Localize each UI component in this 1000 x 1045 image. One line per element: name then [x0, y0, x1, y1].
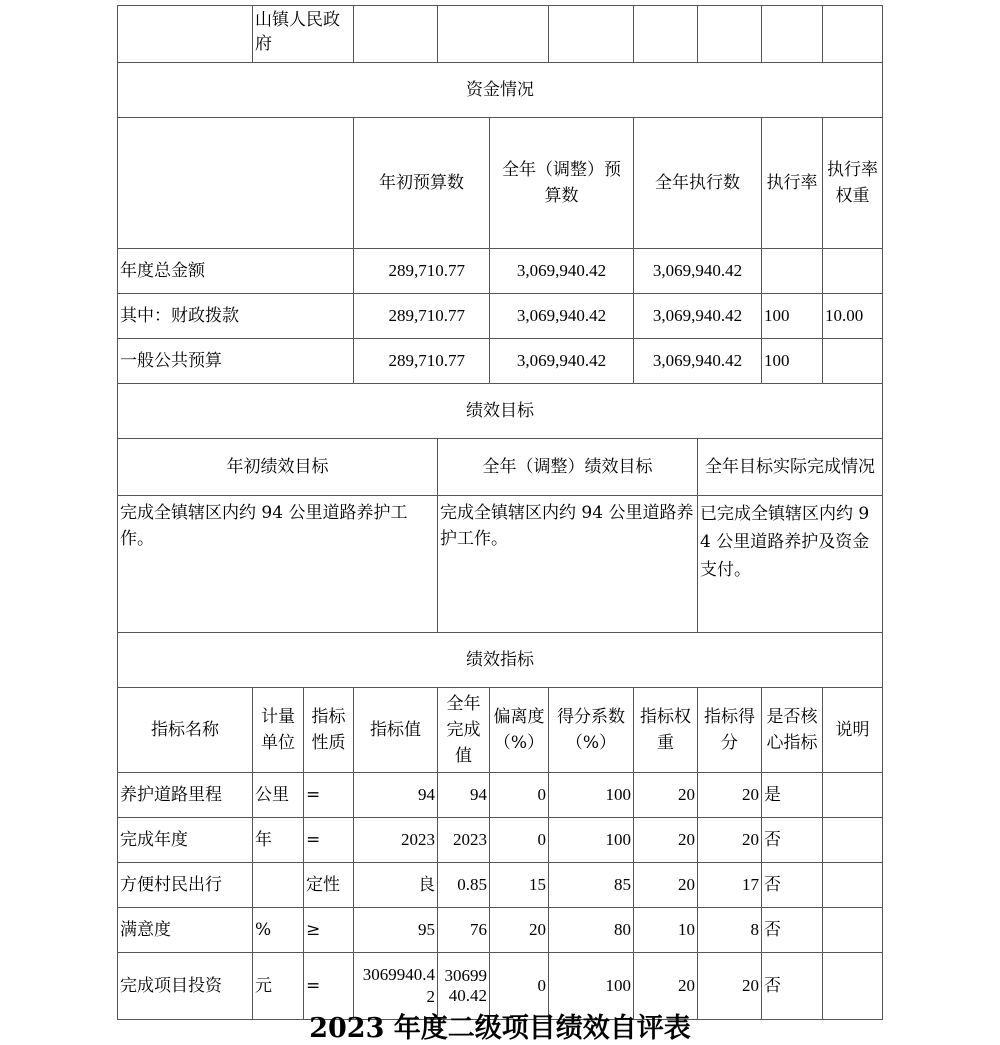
indicator-core: 是 [762, 773, 823, 818]
org-name: 山镇人民政府 [253, 6, 354, 63]
funds-row-label: 一般公共预算 [118, 339, 354, 384]
indicator-coef: 100 [549, 953, 634, 1020]
funds-header-initial: 年初预算数 [354, 118, 490, 249]
funds-row-initial: 289,710.77 [354, 249, 490, 294]
cell-empty [634, 6, 698, 63]
indicator-coef: 100 [549, 818, 634, 863]
funds-row-weight [823, 339, 883, 384]
indicators-header-name: 指标名称 [118, 688, 253, 773]
indicator-score: 17 [698, 863, 762, 908]
indicator-weight: 20 [634, 863, 698, 908]
indicators-header-score: 指标得分 [698, 688, 762, 773]
indicator-unit: 元 [253, 953, 304, 1020]
indicator-actual: 76 [438, 908, 490, 953]
indicator-core: 否 [762, 863, 823, 908]
indicator-nature: 定性 [304, 863, 354, 908]
indicator-note [823, 818, 883, 863]
indicator-unit [253, 863, 304, 908]
indicator-nature: = [304, 953, 354, 1020]
indicator-actual: 0.85 [438, 863, 490, 908]
indicator-core: 否 [762, 953, 823, 1020]
indicator-core: 否 [762, 818, 823, 863]
indicator-deviation: 0 [490, 773, 549, 818]
funds-header-executed: 全年执行数 [634, 118, 762, 249]
funds-row-adjusted: 3,069,940.42 [490, 339, 634, 384]
funds-row-executed: 3,069,940.42 [634, 249, 762, 294]
indicator-target: 良 [354, 863, 438, 908]
goals-initial-text: 完成全镇辖区内约 94 公里道路养护工作。 [118, 496, 438, 633]
cell-empty [823, 6, 883, 63]
indicators-header-actual: 全年完成值 [438, 688, 490, 773]
indicators-header-nature: 指标性质 [304, 688, 354, 773]
goals-header-adjusted: 全年（调整）绩效目标 [438, 439, 698, 496]
indicators-header-note: 说明 [823, 688, 883, 773]
funds-row-rate [762, 249, 823, 294]
funds-section-title: 资金情况 [118, 63, 883, 118]
indicators-header-target: 指标值 [354, 688, 438, 773]
funds-row-initial: 289,710.77 [354, 339, 490, 384]
goals-adjusted-text: 完成全镇辖区内约 94 公里道路养护工作。 [438, 496, 698, 633]
funds-header-weight: 执行率权重 [823, 118, 883, 249]
indicator-note [823, 773, 883, 818]
indicators-header-deviation: 偏离度（%） [490, 688, 549, 773]
cell-empty [118, 6, 253, 63]
indicator-nature: ≥ [304, 908, 354, 953]
indicator-name: 养护道路里程 [118, 773, 253, 818]
indicator-actual: 94 [438, 773, 490, 818]
cell-empty [762, 6, 823, 63]
indicators-header-weight: 指标权重 [634, 688, 698, 773]
funds-row-adjusted: 3,069,940.42 [490, 294, 634, 339]
indicator-coef: 80 [549, 908, 634, 953]
indicator-score: 8 [698, 908, 762, 953]
indicator-coef: 85 [549, 863, 634, 908]
indicator-target: 95 [354, 908, 438, 953]
indicator-score: 20 [698, 953, 762, 1020]
indicator-score: 20 [698, 773, 762, 818]
indicator-actual: 3069940.42 [438, 953, 490, 1020]
funds-row-adjusted: 3,069,940.42 [490, 249, 634, 294]
funds-row-weight: 10.00 [823, 294, 883, 339]
indicator-nature: = [304, 773, 354, 818]
indicator-weight: 10 [634, 908, 698, 953]
funds-row-executed: 3,069,940.42 [634, 339, 762, 384]
indicator-deviation: 0 [490, 818, 549, 863]
funds-header-rate: 执行率 [762, 118, 823, 249]
indicator-deviation: 15 [490, 863, 549, 908]
indicator-name: 方便村民出行 [118, 863, 253, 908]
funds-row-rate: 100 [762, 294, 823, 339]
indicator-name: 完成年度 [118, 818, 253, 863]
indicator-note [823, 863, 883, 908]
indicator-deviation: 20 [490, 908, 549, 953]
indicator-deviation: 0 [490, 953, 549, 1020]
cell-empty [698, 6, 762, 63]
cell-empty [438, 6, 549, 63]
funds-row-rate: 100 [762, 339, 823, 384]
goals-header-initial: 年初绩效目标 [118, 439, 438, 496]
indicator-nature: = [304, 818, 354, 863]
indicator-target: 2023 [354, 818, 438, 863]
indicator-unit: 年 [253, 818, 304, 863]
indicator-target: 94 [354, 773, 438, 818]
indicators-header-unit: 计量单位 [253, 688, 304, 773]
indicator-name: 完成项目投资 [118, 953, 253, 1020]
indicator-score: 20 [698, 818, 762, 863]
indicators-section-title: 绩效指标 [118, 633, 883, 688]
funds-row-label: 年度总金额 [118, 249, 354, 294]
indicators-header-core: 是否核心指标 [762, 688, 823, 773]
indicator-note [823, 908, 883, 953]
indicator-weight: 20 [634, 773, 698, 818]
cell-empty [354, 6, 438, 63]
funds-row-weight [823, 249, 883, 294]
indicator-target: 3069940.42 [354, 953, 438, 1020]
goals-section-title: 绩效目标 [118, 384, 883, 439]
funds-row-label: 其中：财政拨款 [118, 294, 354, 339]
indicator-core: 否 [762, 908, 823, 953]
cell-empty [549, 6, 634, 63]
funds-row-initial: 289,710.77 [354, 294, 490, 339]
indicator-unit: 公里 [253, 773, 304, 818]
indicator-actual: 2023 [438, 818, 490, 863]
goals-actual-text: 已完成全镇辖区内约 94 公里道路养护及资金支付。 [698, 496, 883, 633]
indicator-unit: % [253, 908, 304, 953]
indicator-coef: 100 [549, 773, 634, 818]
funds-header-adjusted: 全年（调整）预算数 [490, 118, 634, 249]
goals-header-actual: 全年目标实际完成情况 [698, 439, 883, 496]
indicator-name: 满意度 [118, 908, 253, 953]
indicators-header-coef: 得分系数（%） [549, 688, 634, 773]
funds-row-executed: 3,069,940.42 [634, 294, 762, 339]
indicator-weight: 20 [634, 953, 698, 1020]
cell-empty [118, 118, 354, 249]
page-title: 2023 年度二级项目绩效自评表 [309, 1013, 691, 1044]
indicator-weight: 20 [634, 818, 698, 863]
performance-form-table [117, 5, 883, 1020]
